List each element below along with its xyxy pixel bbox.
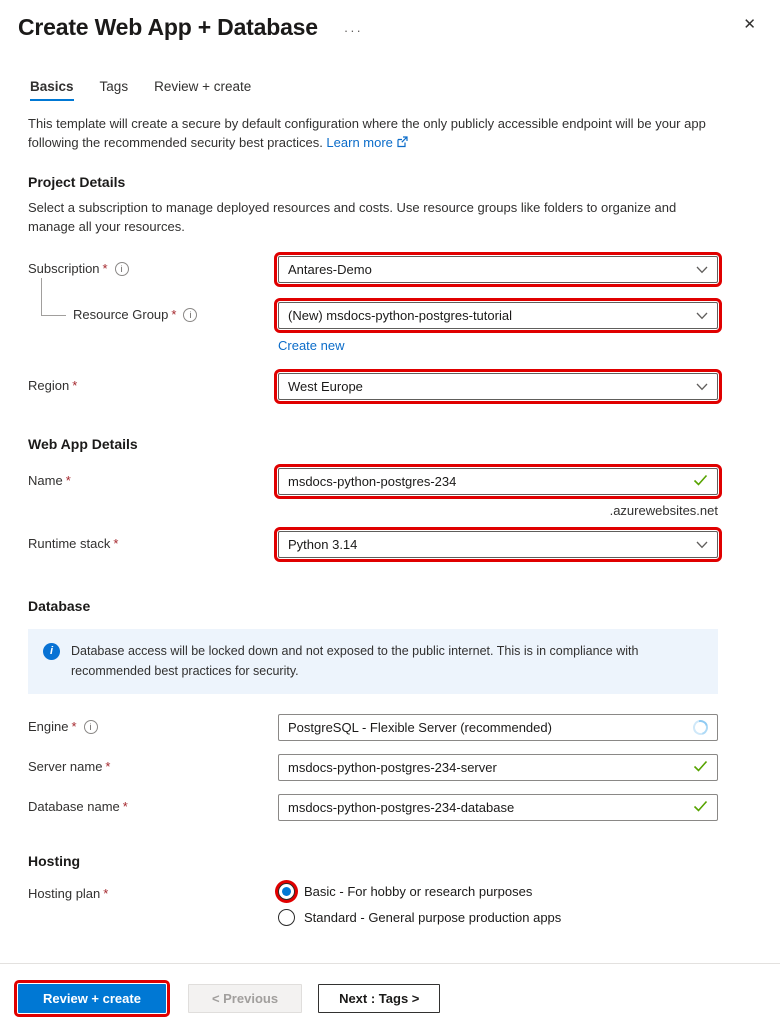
database-name-row bbox=[28, 794, 718, 821]
name-label: Name * bbox=[28, 473, 71, 489]
server-name-label: Server name * bbox=[28, 759, 111, 775]
info-icon[interactable]: i bbox=[84, 720, 98, 734]
loading-spinner-icon bbox=[690, 717, 710, 737]
tab-review-create[interactable]: Review + create bbox=[154, 79, 252, 94]
previous-button[interactable]: < Previous bbox=[188, 984, 302, 1013]
resource-group-label: Resource Group * i bbox=[28, 302, 278, 322]
required-marker: * bbox=[171, 307, 177, 323]
required-marker: * bbox=[103, 886, 109, 902]
wizard-tabs bbox=[30, 79, 780, 101]
region-value: West Europe bbox=[288, 379, 363, 395]
required-marker: * bbox=[105, 759, 111, 775]
engine-field[interactable] bbox=[278, 714, 718, 741]
database-name-value: msdocs-python-postgres-234-database bbox=[288, 800, 515, 816]
required-marker: * bbox=[113, 536, 119, 552]
web-app-details-heading: Web App Details bbox=[28, 436, 138, 453]
hosting-plan-radio-group bbox=[278, 881, 718, 935]
name-value: msdocs-python-postgres-234 bbox=[288, 474, 457, 490]
resource-group-dropdown[interactable] bbox=[278, 302, 718, 329]
subscription-row bbox=[28, 256, 718, 283]
required-marker: * bbox=[71, 719, 77, 735]
radio-label: Basic - For hobby or research purposes bbox=[304, 884, 533, 900]
more-options-icon[interactable]: ··· bbox=[343, 23, 363, 38]
intro-text bbox=[28, 115, 718, 154]
runtime-stack-label: Runtime stack * bbox=[28, 536, 119, 552]
create-new-link[interactable]: Create new bbox=[278, 338, 345, 354]
next-tags-button[interactable]: Next : Tags > bbox=[318, 984, 440, 1013]
chevron-down-icon bbox=[696, 537, 708, 552]
required-marker: * bbox=[122, 799, 128, 815]
radio-selected-icon[interactable] bbox=[278, 883, 295, 900]
subscription-value: Antares-Demo bbox=[288, 262, 372, 278]
radio-unselected-icon[interactable] bbox=[278, 909, 295, 926]
engine-label: Engine * i bbox=[28, 714, 278, 734]
region-label: Region * bbox=[28, 378, 78, 394]
resource-group-row bbox=[28, 302, 718, 355]
project-details-heading: Project Details bbox=[28, 173, 126, 190]
runtime-stack-row bbox=[28, 531, 718, 558]
hierarchy-connector-line bbox=[41, 278, 66, 316]
chevron-down-icon bbox=[696, 379, 708, 394]
valid-check-icon bbox=[693, 760, 708, 775]
required-marker: * bbox=[65, 473, 71, 489]
external-link-icon bbox=[396, 136, 408, 151]
chevron-down-icon bbox=[696, 262, 708, 277]
database-heading: Database bbox=[28, 598, 91, 615]
chevron-down-icon bbox=[696, 308, 708, 323]
domain-suffix: .azurewebsites.net bbox=[609, 503, 718, 519]
engine-value: PostgreSQL - Flexible Server (recommended) bbox=[288, 720, 552, 736]
hosting-plan-row bbox=[28, 881, 718, 935]
wizard-footer bbox=[0, 963, 780, 1032]
info-icon[interactable]: i bbox=[115, 262, 129, 276]
review-create-button[interactable]: Review + create bbox=[18, 984, 166, 1013]
resource-group-value: (New) msdocs-python-postgres-tutorial bbox=[288, 308, 512, 324]
hosting-plan-option-basic[interactable] bbox=[278, 883, 718, 900]
hosting-plan-label: Hosting plan * bbox=[28, 886, 109, 902]
name-input[interactable] bbox=[278, 468, 718, 495]
info-icon[interactable]: i bbox=[183, 308, 197, 322]
server-name-value: msdocs-python-postgres-234-server bbox=[288, 760, 497, 776]
server-name-row bbox=[28, 754, 718, 781]
intro-description: This template will create a secure by default configuration where the only publicly accessible endpoint will be your app following the recommended security best practices. bbox=[28, 116, 706, 150]
hosting-heading: Hosting bbox=[28, 853, 81, 870]
database-info-banner bbox=[28, 629, 718, 694]
database-name-label: Database name * bbox=[28, 799, 128, 815]
region-row bbox=[28, 373, 718, 400]
valid-check-icon bbox=[693, 474, 708, 489]
runtime-stack-dropdown[interactable] bbox=[278, 531, 718, 558]
valid-check-icon bbox=[693, 800, 708, 815]
subscription-label: Subscription * i bbox=[28, 256, 278, 276]
project-details-description: Select a subscription to manage deployed resources and costs. Use resource groups like folders to organize and manage all your resources. bbox=[28, 199, 677, 234]
name-row bbox=[28, 468, 718, 518]
close-icon[interactable]: ✕ bbox=[743, 16, 756, 33]
learn-more-link[interactable]: Learn more bbox=[326, 134, 393, 150]
page-title: Create Web App + Database bbox=[18, 14, 318, 40]
pane-header bbox=[0, 0, 780, 41]
required-marker: * bbox=[72, 378, 78, 394]
engine-row bbox=[28, 714, 718, 741]
radio-label: Standard - General purpose production apps bbox=[304, 910, 562, 926]
required-marker: * bbox=[102, 261, 108, 277]
region-dropdown[interactable] bbox=[278, 373, 718, 400]
runtime-stack-value: Python 3.14 bbox=[288, 537, 358, 553]
tab-tags[interactable]: Tags bbox=[99, 79, 129, 94]
subscription-dropdown[interactable] bbox=[278, 256, 718, 283]
form-content bbox=[0, 115, 780, 935]
info-icon: i bbox=[43, 643, 60, 660]
tab-basics[interactable]: Basics bbox=[30, 79, 74, 101]
banner-text: Database access will be locked down and not exposed to the public internet. This is in compliance with recommended best practices for security. bbox=[71, 644, 639, 678]
hosting-plan-option-standard[interactable] bbox=[278, 909, 718, 926]
database-name-input[interactable] bbox=[278, 794, 718, 821]
server-name-input[interactable] bbox=[278, 754, 718, 781]
